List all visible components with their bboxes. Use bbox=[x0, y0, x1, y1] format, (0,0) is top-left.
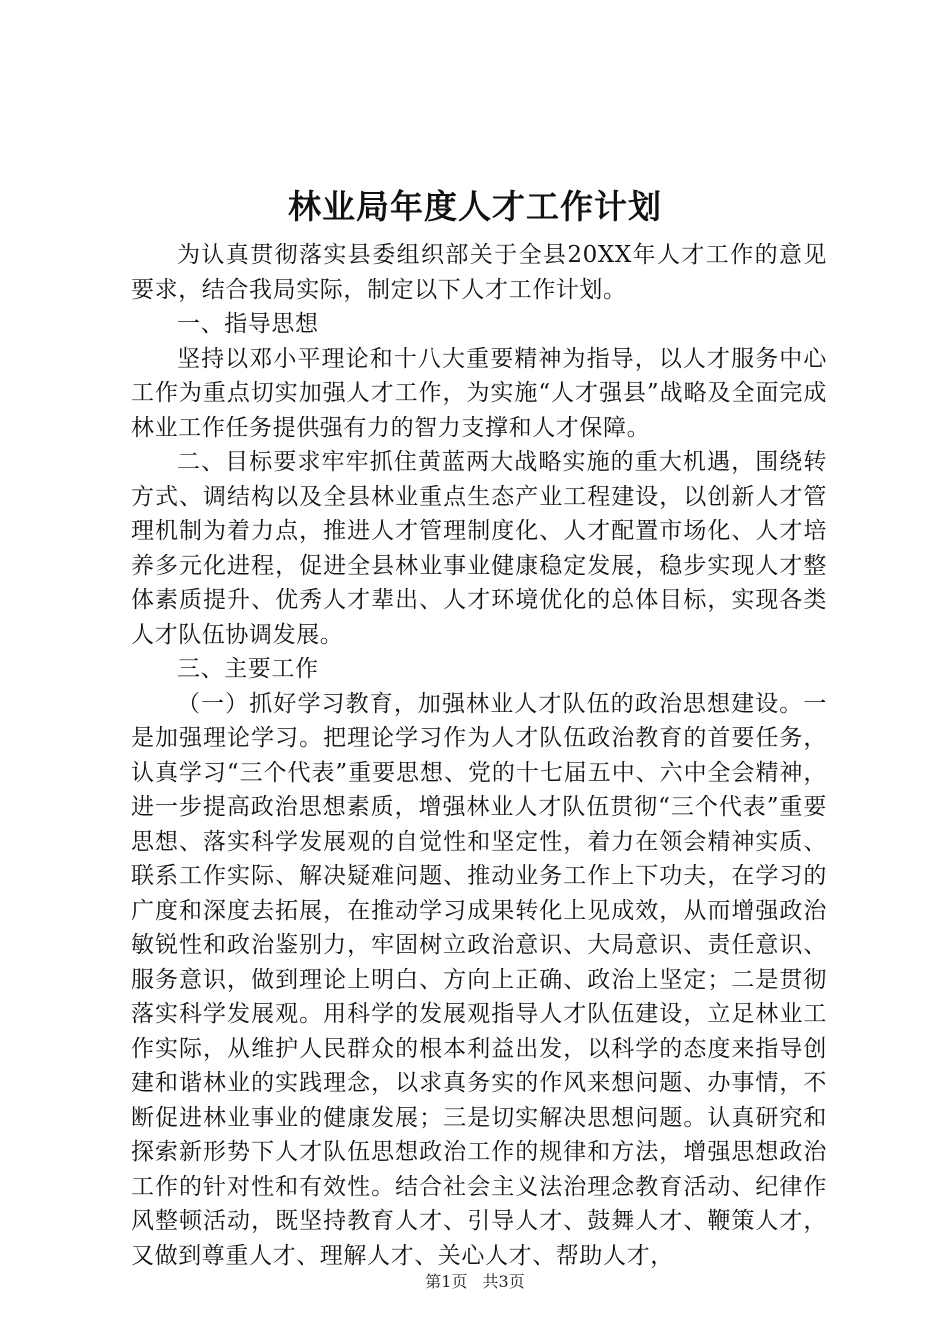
paragraph-main-work-1: （一）抓好学习教育，加强林业人才队伍的政治思想建设。一是加强理论学习。把理论学习作为人才队伍政治教育的首要任务，认真学习“三个代表”重要思想、党的十七届五中、六中全会精神，进一步提高政治思想素质，增强林业人才队伍贯彻“三个代表”重要思想、落实科学发展观的自觉性和坚定性，着力在领会精神实质、联系工作实际、解决疑难问题、推动业务工作上下功夫，在学习的广度和深度去拓展，在推动学习成果转化上见成效，从而增强政治敏锐性和政治鉴别力，牢固树立政治意识、大局意识、责任意识、服务意识，做到理论上明白、方向上正确、政治上坚定；二是贯彻落实科学发展观。用科学的发展观指导人才队伍建设，立足林业工作实际，从维护人民群众的根本利益出发，以科学的态度来指导创建和谐林业的实践理念，以求真务实的作风来想问题、办事情，不断促进林业事业的健康发展；三是切实解决思想问题。认真研究和探索新形势下人才队伍思想政治工作的规律和方法，增强思想政治工作的针对性和有效性。结合社会主义法治理念教育活动、纪律作风整顿活动，既坚持教育人才、引导人才、鼓舞人才、鞭策人才，又做到尊重人才、理解人才、关心人才、帮助人才， bbox=[131, 690, 827, 1269]
paragraph-guiding-ideology: 坚持以邓小平理论和十八大重要精神为指导，以人才服务中心工作为重点切实加强人才工作，为实施“人才强县”战略及全面完成林业工作任务提供强有力的智力支撑和人才保障。 bbox=[131, 345, 827, 441]
section-heading-main-work: 三、主要工作 bbox=[177, 656, 319, 682]
document-title: 林业局年度人才工作计划 bbox=[288, 187, 662, 226]
page-total: 共3页 bbox=[482, 1272, 525, 1291]
section-heading-guiding-ideology: 一、指导思想 bbox=[177, 311, 319, 337]
page-footer bbox=[0, 1272, 950, 1292]
page-number: 第1页 bbox=[425, 1272, 468, 1291]
paragraph-goals: 二、目标要求牢牢抓住黄蓝两大战略实施的重大机遇，围绕转方式、调结构以及全县林业重点生态产业工程建设，以创新人才管理机制为着力点，推进人才管理制度化、人才配置市场化、人才培养多元化进程，促进全县林业事业健康稳定发展，稳步实现人才整体素质提升、优秀人才辈出、人才环境优化的总体目标，实现各类人才队伍协调发展。 bbox=[131, 449, 827, 648]
document-body bbox=[131, 238, 827, 1273]
paragraph-intro: 为认真贯彻落实县委组织部关于全县20XX年人才工作的意见要求，结合我局实际，制定以下人才工作计划。 bbox=[131, 242, 827, 303]
